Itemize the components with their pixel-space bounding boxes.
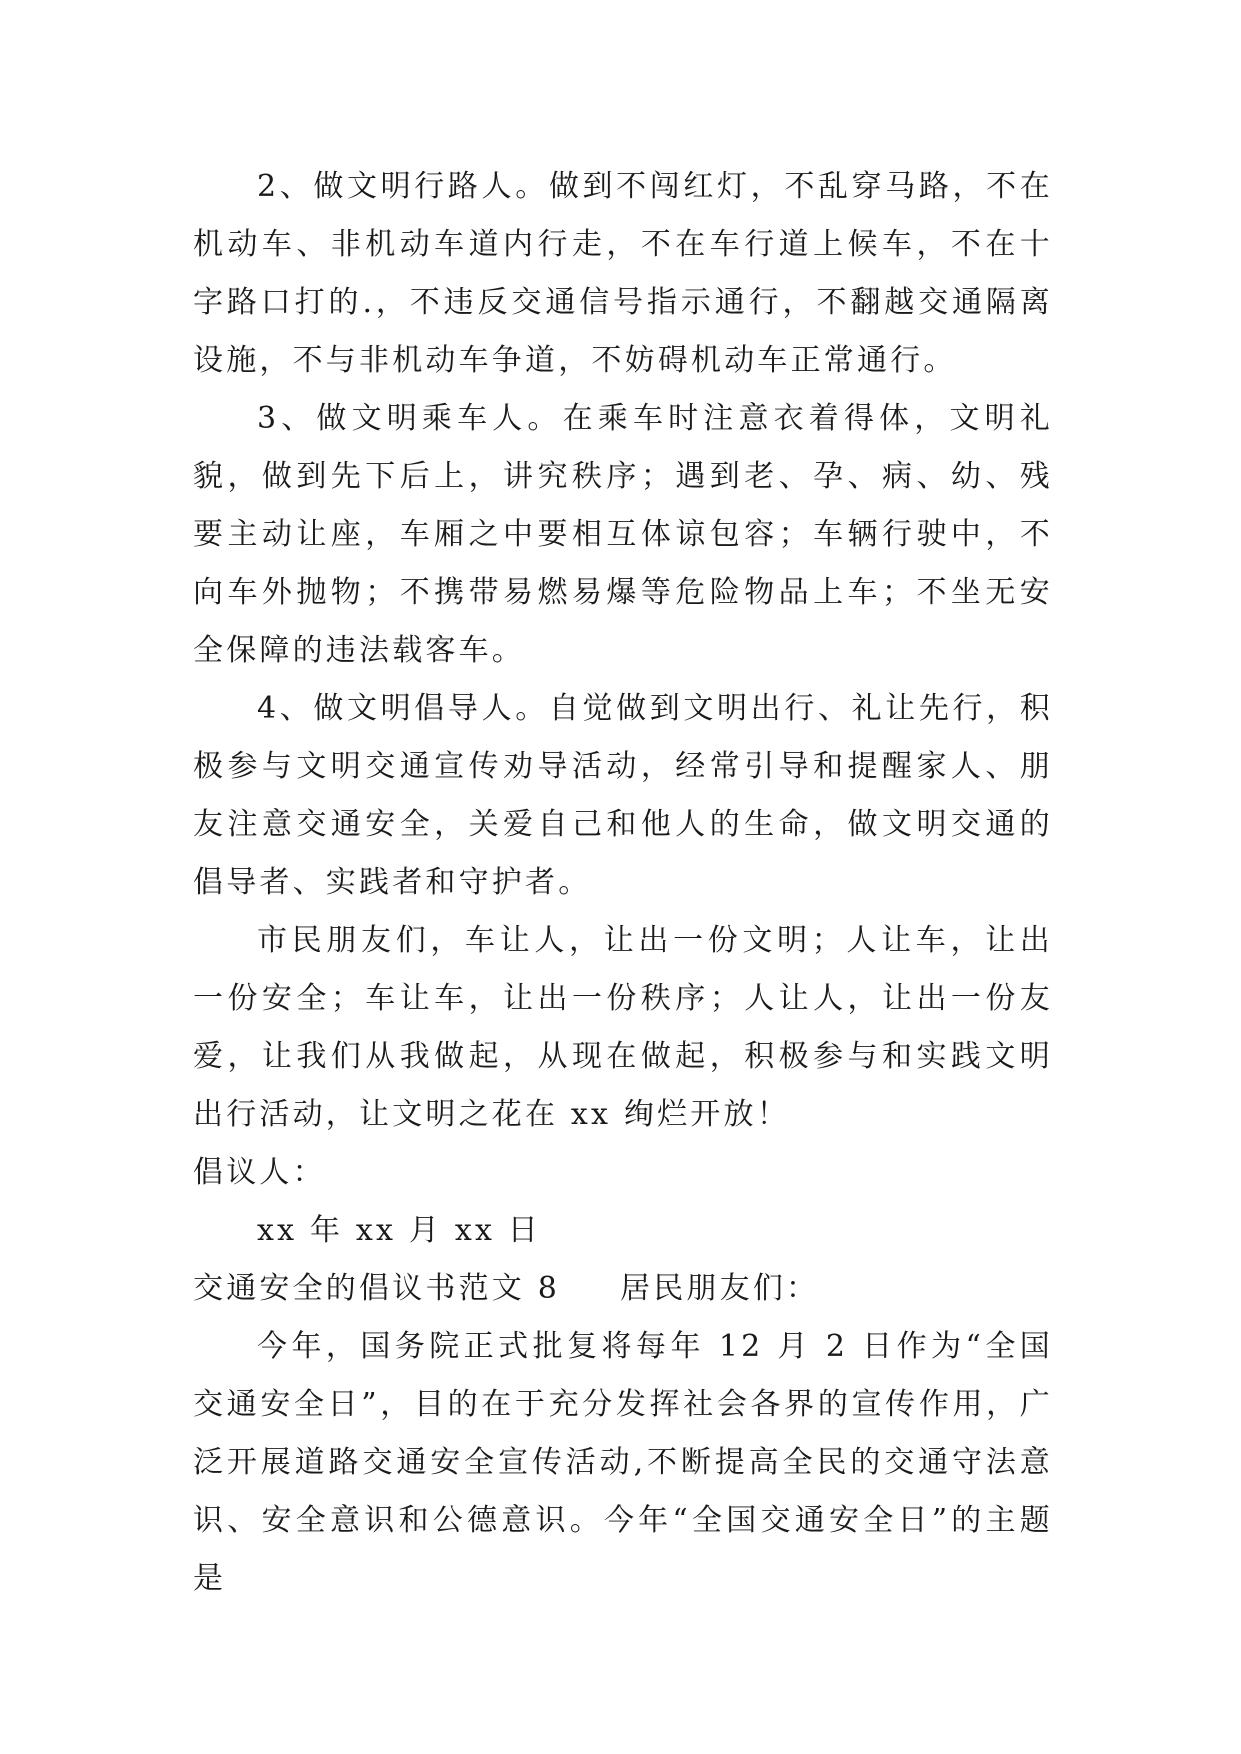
date-line: xx 年 xx 月 xx 日 [257,1213,541,1248]
paragraph-advocate: 4、做文明倡导人。自觉做到文明出行、礼让先行，积极参与文明交通宣传劝导活动，经常引导和提醒家人、朋友注意交通安全，关爱自己和他人的生命，做文明交通的倡导者、实践者和守护者。 [193,691,1053,900]
paragraph-passenger: 3、做文明乘车人。在乘车时注意衣着得体，文明礼貌，做到先下后上，讲究秩序；遇到老、孕、病、幼、残要主动让座，车厢之中要相互体谅包容；车辆行驶中，不向车外抛物；不携带易燃易爆等危险物品上车；不坐无安全保障的违法载客车。 [193,401,1053,668]
paragraph-national-day: 今年，国务院正式批复将每年 12 月 2 日作为“全国交通安全日”，目的在于充分发挥社会各界的宣传作用，广泛开展道路交通安全宣传活动,不断提高全民的交通守法意识、安全意识和公德意识。今年“全国交通安全日”的主题是 [193,1329,1053,1596]
next-article-title: 交通安全的倡议书范文 8 [193,1271,561,1306]
paragraph-pedestrian: 2、做文明行路人。做到不闯红灯，不乱穿马路，不在机动车、非机动车道内行走，不在车行道上候车，不在十字路口打的.，不违反交通信号指示通行，不翻越交通隔离设施，不与非机动车争道，不妨碍机动车正常通行。 [193,169,1053,378]
next-article-greeting: 居民朋友们： [620,1271,820,1306]
signer-label: 倡议人： [193,1155,326,1190]
next-heading-line [193,1260,1053,1318]
document-body [193,158,1053,1608]
paragraph-closing: 市民朋友们，车让人，让出一份文明；人让车，让出一份安全；车让车，让出一份秩序；人让人，让出一份友爱，让我们从我做起，从现在做起，积极参与和实践文明出行活动，让文明之花在 xx 绚烂开放！ [193,923,1053,1132]
